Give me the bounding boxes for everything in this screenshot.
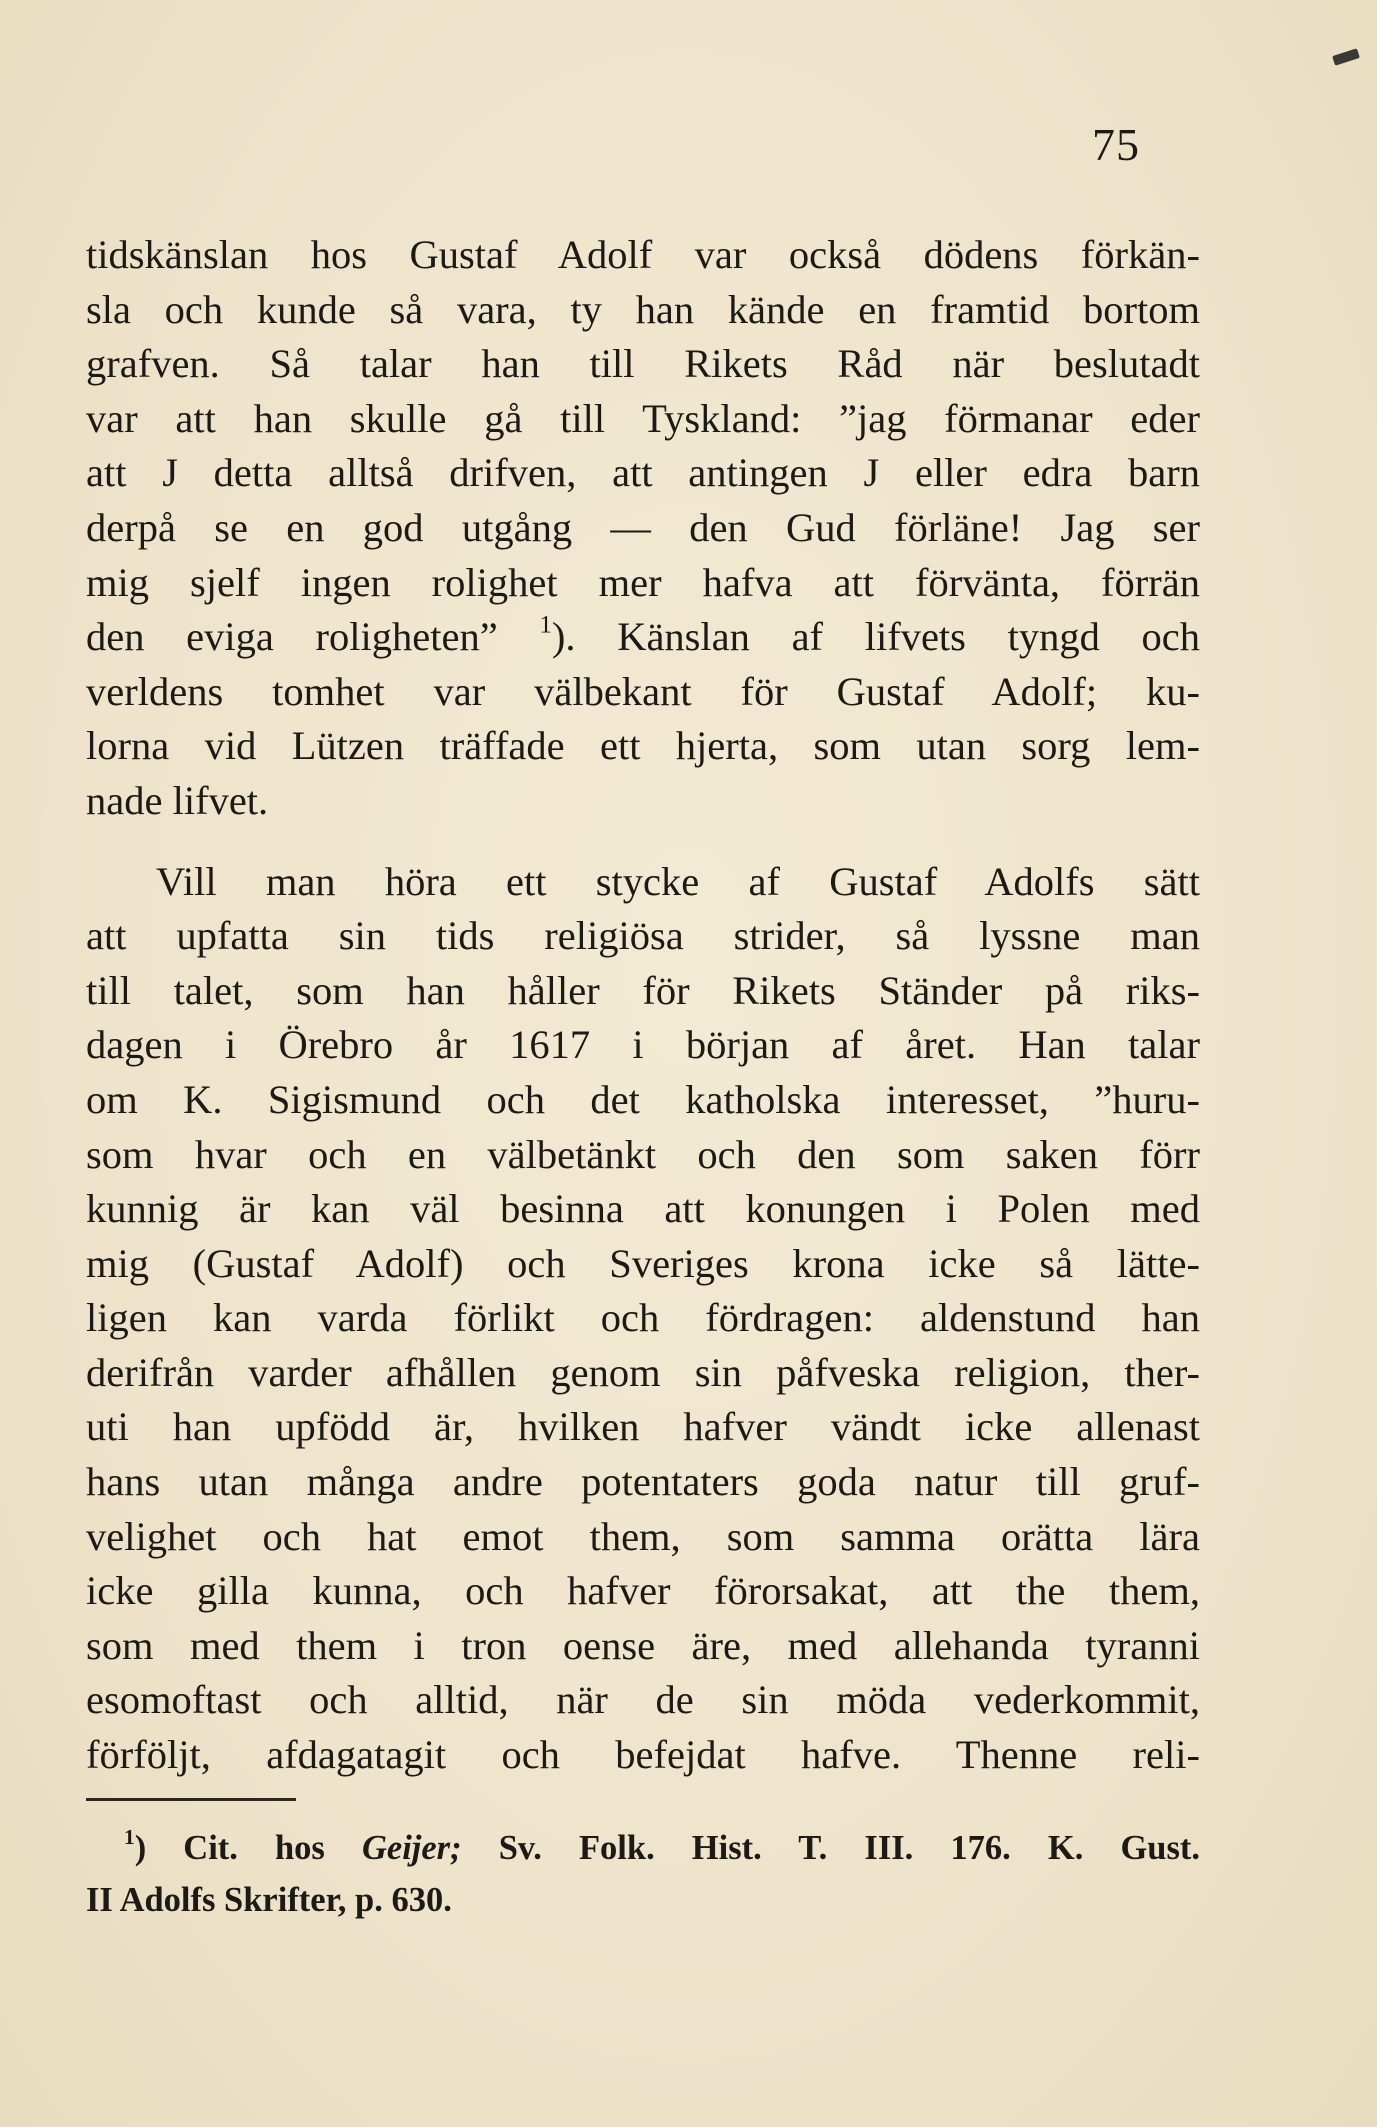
text-line: derifrån varder afhållen genom sin påfveska religion, ther-: [86, 1349, 1200, 1395]
footnote: [86, 1822, 1200, 1926]
paragraph-gap: [86, 829, 1200, 855]
text-fragment: den eviga roligheten”: [86, 614, 498, 660]
text-line: grafven. Så talar han till Rikets Råd när beslutadt: [86, 341, 1200, 387]
text-line: till talet, som han håller för Rikets Ständer på riks-: [86, 967, 1200, 1013]
text-line: som hvar och en välbetänkt och den som saken förr: [86, 1131, 1200, 1177]
text-line: derpå se en god utgång — den Gud förläne! Jag ser: [86, 504, 1200, 550]
body-text: [86, 228, 1200, 1783]
text-line: att upfatta sin tids religiösa strider, så lyssne man: [86, 913, 1200, 959]
text-line: mig sjelf ingen rolighet mer hafva att förvänta, förrän: [86, 559, 1200, 605]
text-line: sla och kunde så vara, ty han kände en framtid bortom: [86, 286, 1200, 332]
text-line: dagen i Örebro år 1617 i början af året. Han talar: [86, 1022, 1200, 1068]
paragraph-1: [86, 228, 1200, 829]
footnote-line: II Adolfs Skrifter, p. 630.: [86, 1881, 452, 1919]
text-line: mig (Gustaf Adolf) och Sveriges krona icke så lätte-: [86, 1240, 1200, 1286]
text-line: som med them i tron oense äre, med allehanda tyranni: [86, 1622, 1200, 1668]
text-line: ligen kan varda förlikt och fördragen: aldenstund han: [86, 1295, 1200, 1341]
text-line-with-note: [86, 610, 1200, 665]
text-line: kunnig är kan väl besinna att konungen i Polen med: [86, 1186, 1200, 1232]
text-line: uti han upfödd är, hvilken hafver vändt icke allenast: [86, 1404, 1200, 1450]
scan-mark: [1332, 48, 1360, 66]
text-line: icke gilla kunna, och hafver förorsakat, att the them,: [86, 1568, 1200, 1614]
footnote-divider: [86, 1798, 296, 1801]
text-line: velighet och hat emot them, som samma orätta lära: [86, 1513, 1200, 1559]
text-line: om K. Sigismund och det katholska interesset, ”huru-: [86, 1076, 1200, 1122]
text-line: var att han skulle gå till Tyskland: ”jag förmanar eder: [86, 395, 1200, 441]
paragraph-2: [86, 855, 1200, 1783]
text-line: nade lifvet.: [86, 777, 269, 823]
text-line: esomoftast och alltid, när de sin möda vederkommit,: [86, 1677, 1200, 1723]
text-line: hans utan många andre potentaters goda natur till gruf-: [86, 1459, 1200, 1505]
footnote-line: [86, 1822, 1200, 1874]
footnote-reference: 1: [539, 611, 552, 639]
footnote-text: Sv. Folk. Hist. T. III. 176. K. Gust.: [461, 1829, 1201, 1867]
text-line: verldens tomhet var välbekant för Gustaf Adolf; ku-: [86, 668, 1200, 714]
footnote-author: Geijer;: [361, 1829, 462, 1867]
text-line: tidskänslan hos Gustaf Adolf var också dödens förkän-: [86, 232, 1200, 277]
footnote-text: ) Cit. hos: [134, 1829, 362, 1867]
text-line: förföljt, afdagatagit och befejdat hafve. Thenne reli-: [86, 1732, 1200, 1778]
text-line: lorna vid Lützen träffade ett hjerta, som utan sorg lem-: [86, 723, 1200, 769]
text-fragment: ). Känslan af lifvets tyngd och: [551, 614, 1200, 660]
footnote-marker: 1: [124, 1825, 135, 1850]
text-line: att J detta alltså drifven, att antingen J eller edra barn: [86, 450, 1200, 496]
text-line: Vill man höra ett stycke af Gustaf Adolfs sätt: [156, 858, 1200, 904]
page-number: 75: [1092, 119, 1140, 170]
